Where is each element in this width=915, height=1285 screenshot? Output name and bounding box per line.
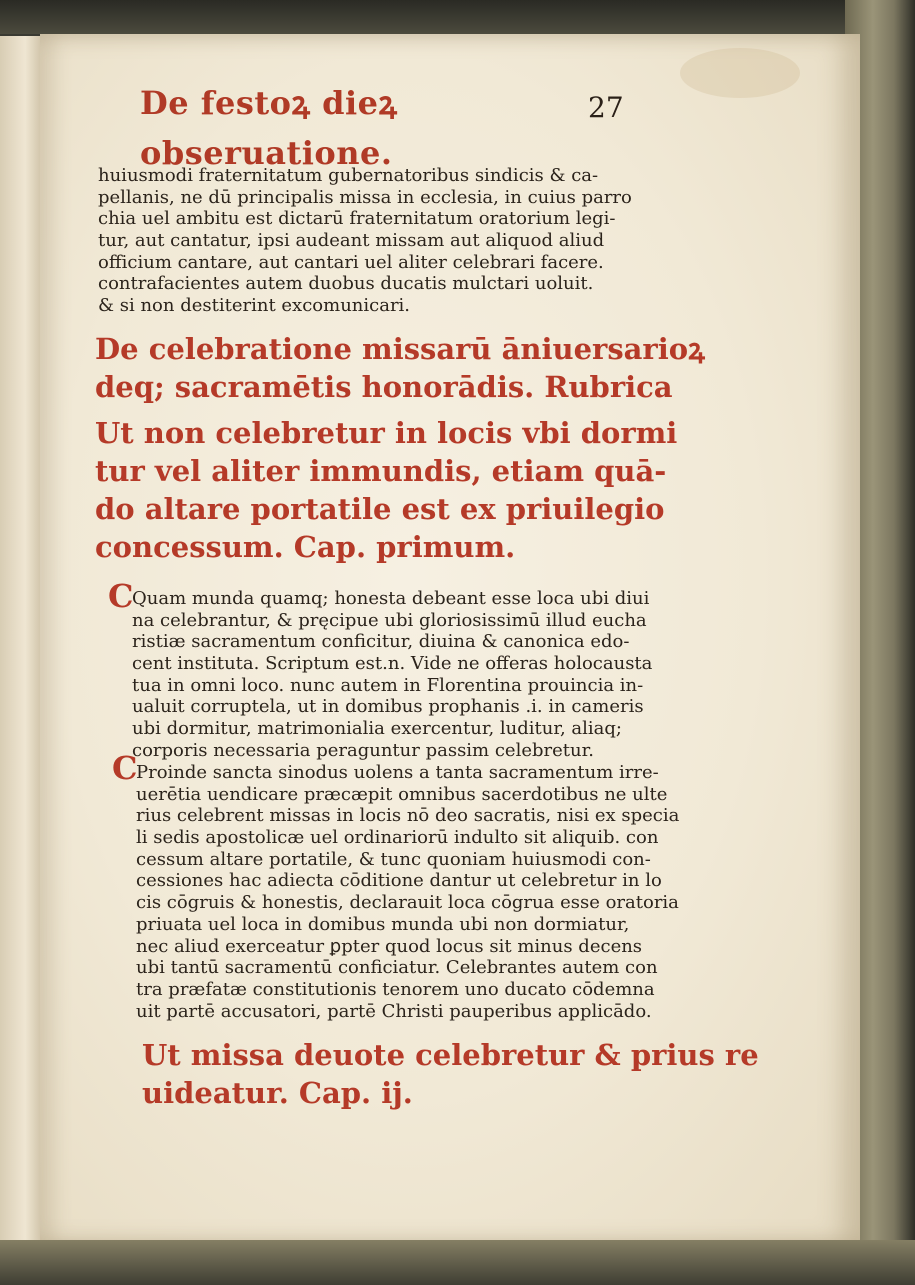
text-line: cessum altare portatile, & tunc quoniam huiusmodi con-: [136, 848, 651, 870]
text-line: huiusmodi fraternitatum gubernatoribus sindicis & ca-: [98, 165, 599, 186]
rubric-line: tur vel aliter immundis, etiam quā-: [95, 454, 667, 488]
chapter-2-heading: [142, 1036, 759, 1112]
text-line: uerētia uendicare præcæpit omnibus sacerdotibus ne ulte: [136, 783, 668, 805]
text-line: cent instituta. Scriptum est.n. Vide ne offeras holocausta: [132, 653, 653, 675]
text-line: li sedis apostolicæ uel ordinariorū indulto sit aliquib. con: [136, 827, 659, 849]
text-line: tur, aut cantatur, ipsi audeant missam aut aliquod aliud: [98, 230, 605, 252]
text-line: pellanis, ne dū principalis missa in ecclesia, in cuius parro: [98, 186, 632, 208]
text-line: cis cōgruis & honestis, declarauit loca cōgrua esse oratoria: [136, 892, 679, 914]
rubric-line: uideatur. Cap. ij.: [142, 1076, 413, 1110]
text-line: rius celebrent missas in locis nō deo sacratis, nisi ex specia: [136, 805, 680, 827]
book-board-top: [0, 0, 915, 34]
rubric-line: concessum. Cap. primum.: [95, 530, 516, 564]
text-line: officium cantare, aut cantari uel aliter celebrari facere.: [98, 251, 604, 273]
rubric-line: De celebratione missarū āniuersarioꝝ: [95, 332, 705, 366]
facing-page-edge: [0, 36, 43, 1251]
text-line: na celebrantur, & pręcipue ubi gloriosissimū illud eucha: [132, 609, 647, 631]
folio-number: 27: [588, 91, 624, 124]
text-line: contrafacientes autem duobus ducatis mulctari uoluit.: [98, 273, 594, 295]
rubric-line: deq; sacramētis honorādis. Rubrica: [95, 370, 673, 404]
text-line: uit partē accusatori, partē Christi pauperibus applicādo.: [136, 1000, 652, 1022]
paragraph-mark-1: C: [108, 577, 134, 615]
text-line: Quam munda quamq; honesta debeant esse loca ubi diui: [132, 588, 650, 609]
rubric-line: do altare portatile est ex priuilegio: [95, 492, 665, 526]
text-line: Proinde sancta sinodus uolens a tanta sacramentum irre-: [136, 762, 659, 783]
paragraph-mark-2: C: [112, 749, 138, 787]
rubric-line: Ut missa deuote celebretur & prius re: [142, 1038, 759, 1072]
text-line: ristiæ sacramentum conficitur, diuina & canonica edo-: [132, 631, 630, 653]
page-stain: [680, 48, 800, 98]
rubric-line: Ut non celebretur in locis vbi dormi: [95, 416, 678, 450]
text-line: tua in omni loco. nunc autem in Florentina prouincia in-: [132, 674, 644, 696]
text-line: tra præfatæ constitutionis tenorem uno ducato cōdemna: [136, 978, 655, 1000]
paragraph-1: [98, 165, 638, 317]
text-line: & si non destiterint excomunicari.: [98, 295, 411, 317]
text-line: cessiones hac adiecta cōditione dantur ut celebretur in lo: [136, 870, 662, 892]
text-line: ualuit corruptela, ut in domibus prophanis .i. in cameris: [132, 696, 644, 718]
text-line: ubi dormitur, matrimonialia exercentur, luditur, aliaq;: [132, 718, 622, 740]
text-line: corporis necessaria peraguntur passim celebretur.: [132, 739, 594, 761]
text-line: nec aliud exerceatur ꝑpter quod locus sit minus decens: [136, 935, 643, 957]
book-board-bottom: [0, 1240, 915, 1285]
running-head: De festoꝝ dieꝝ obseruatione.: [140, 84, 398, 172]
text-line: chia uel ambitu est dictarū fraternitatum oratorium legi-: [98, 208, 616, 230]
chapter-1-heading: [95, 414, 678, 566]
paragraph-3: [136, 762, 680, 1022]
paragraph-2: [132, 588, 672, 762]
text-line: priuata uel loca in domibus munda ubi non dormiatur,: [136, 913, 630, 935]
rubric-title: [95, 330, 705, 406]
text-line: ubi tantū sacramentū conficiatur. Celebrantes autem con: [136, 957, 658, 979]
